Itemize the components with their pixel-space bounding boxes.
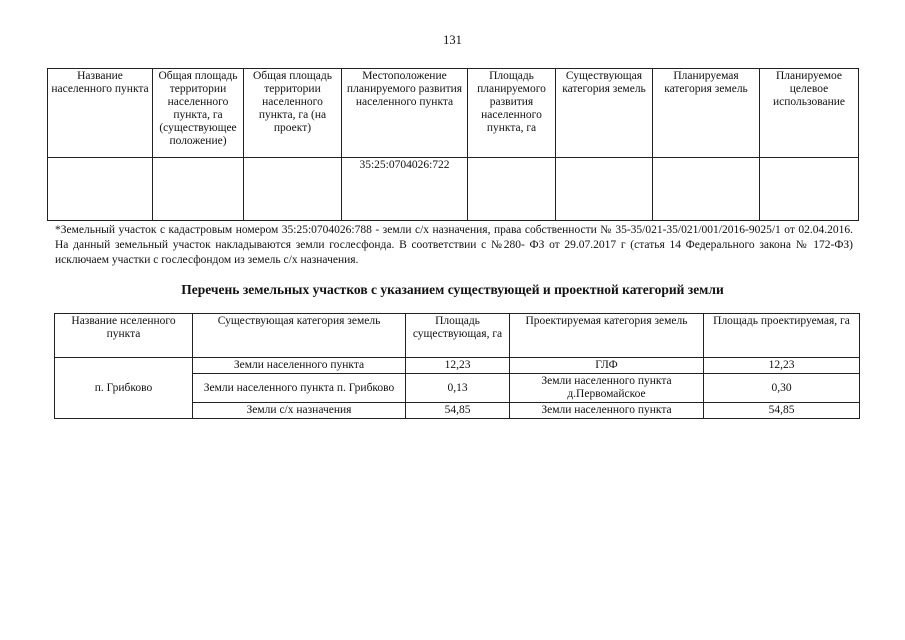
section-title: Перечень земельных участков с указанием существующей и проектной категорий земли (181, 282, 724, 297)
table2-header-cell: Существующая категория земель (193, 314, 406, 358)
table1-header-cell: Общая площадь территории населенного пункта, га (на проект) (244, 69, 342, 158)
table1-cell (653, 158, 760, 221)
table2-cell: Земли с/х назначения (193, 403, 406, 419)
table1-cell (468, 158, 556, 221)
settlement-development-table (47, 68, 859, 221)
table2-cell: ГЛФ (510, 358, 704, 374)
table1-cell (760, 158, 859, 221)
table2-cell: 12,23 (704, 358, 860, 374)
table2-cell: 54,85 (406, 403, 510, 419)
table1-header-cell: Планируемое целевое использование (760, 69, 859, 158)
table1-cell (48, 158, 153, 221)
table2-cell: Земли населенного пункта (510, 403, 704, 419)
table1-cell (556, 158, 653, 221)
table2-cell: 54,85 (704, 403, 860, 419)
table1-cell (244, 158, 342, 221)
land-category-table (54, 313, 860, 419)
table1-header-cell: Местоположение планируемого развития населенного пункта (342, 69, 468, 158)
table1-header-cell: Название населенного пункта (48, 69, 153, 158)
table2-header-cell: Площадь проектируемая, га (704, 314, 860, 358)
settlement-name-cell: п. Грибково (55, 358, 193, 419)
table1-header-cell: Планируемая категория земель (653, 69, 760, 158)
table2-header-cell: Название нселенного пункта (55, 314, 193, 358)
table2-header-row (55, 314, 860, 358)
table2-cell: 0,13 (406, 374, 510, 403)
table1-cell (153, 158, 244, 221)
table-row (48, 158, 859, 221)
table2-cell: 12,23 (406, 358, 510, 374)
table1-header-cell: Площадь планируемого развития населенного пункта, га (468, 69, 556, 158)
table2-cell: Земли населенного пункта (193, 358, 406, 374)
table2-cell: Земли населенного пункта п. Грибково (193, 374, 406, 403)
table2-header-cell: Площадь существующая, га (406, 314, 510, 358)
table1-header-cell: Общая площадь территории населенного пункта, га (существующее положение) (153, 69, 244, 158)
footnote: *Земельный участок с кадастровым номером 35:25:0704026:788 - земли с/х назначения, права собственности № 35-35/021-35/021/001/2016-9025/1 от 02.04.2016. На данный земельный участок накладываются земли гослесфонда. В соответствии с №280- ФЗ от 29.07.2017 г (статья 14 Федерального закона № 172-ФЗ) исключаем участки с гослесфондом из земель с/х назначения. (55, 224, 853, 266)
table2-cell: Земли населенного пункта д.Первомайское (510, 374, 704, 403)
table1-header-cell: Существующая категория земель (556, 69, 653, 158)
table1-header-row (48, 69, 859, 158)
table2-cell: 0,30 (704, 374, 860, 403)
table1-cell-location: 35:25:0704026:722 (342, 158, 468, 221)
table2-header-cell: Проектируемая категория земель (510, 314, 704, 358)
page-number: 131 (443, 33, 462, 47)
table-row (55, 358, 860, 374)
